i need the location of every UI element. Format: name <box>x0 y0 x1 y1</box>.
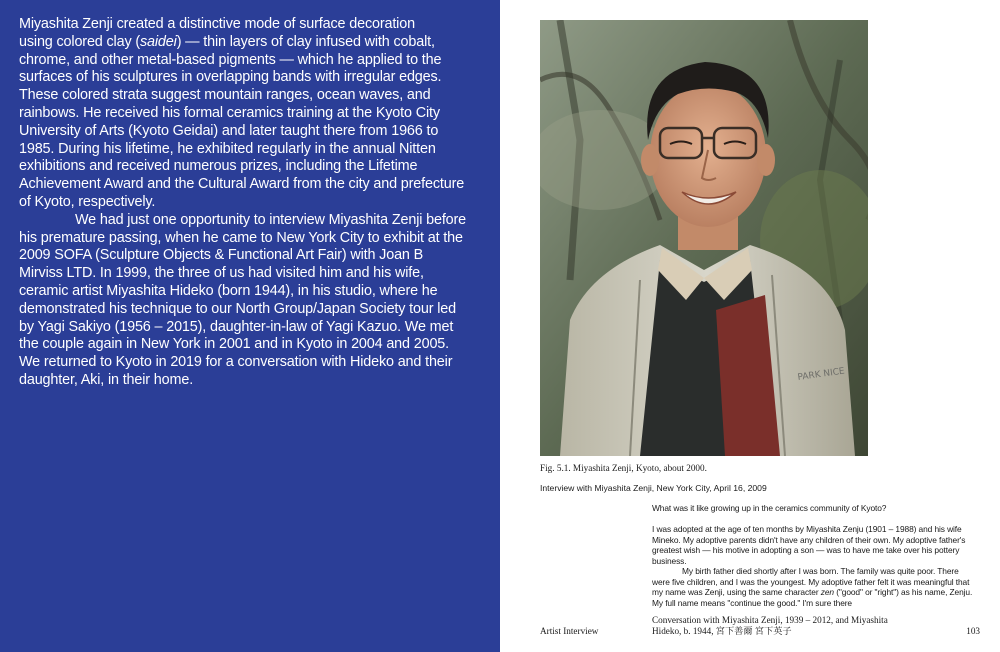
interview-heading: Interview with Miyashita Zenji, New York City, April 16, 2009 <box>540 483 767 493</box>
running-footer-title <box>652 615 952 637</box>
running-footer-section: Artist Interview <box>540 626 599 636</box>
paragraph-1-rest: chrome, and other metal-based pigments — which he applied to the surfaces of his sculptures in overlapping bands with irregular edges. These colored strata suggest mountain ranges, ocean waves, and rainbows. He received his formal ceramics training at the Kyoto City University of Arts (Kyoto Geidai) and later taught there from 1966 to 1985. During his lifetime, he exhibited regularly in the annual Nitten exhibitions and received numerous prizes, including the Lifetime Achievement Award and the Cultural Award from the city and prefecture of Kyoto, respectively. <box>19 51 465 210</box>
footer-title-line-2: Hideko, b. 1944, 宮下善爾 宮下英子 <box>652 626 792 636</box>
zen-term: zen <box>820 587 834 597</box>
right-page <box>500 0 1000 652</box>
interview-answer-1: I was adopted at the age of ten months by Miyashita Zenju (1901 – 1988) and his wife Mineko. My adoptive parents didn't have any children of their own. My adoptive father's greatest wish — his motive in adopting a son — was to have me take over his pottery business. <box>652 524 966 566</box>
interview-question: What was it like growing up in the ceramics community of Kyoto? <box>652 503 887 513</box>
jacket-print: PARK NICE <box>797 366 846 383</box>
body-text <box>19 16 469 390</box>
paragraph-2: We had just one opportunity to interview Miyashita Zenji before his premature passing, when he came to New York City to exhibit at the 2009 SOFA (Sculpture Objects & Functional Art Fair) with Joan B Mirviss LTD. In 1999, the three of us had visited him and his wife, ceramic artist Miyashita Hideko (born 1944), in his studio, where he demonstrated his technique to our North Group/Japan Society tour led by Yagi Sakiyo (1956 – 2015), daughter-in-law of Yagi Kazuo. We met the couple again in New York in 2001 and in Kyoto in 2004 and 2005. We returned to Kyoto in 2019 for a conversation with Hideko and their daughter, Aki, in their home. <box>19 211 467 388</box>
interview-answer-2 <box>652 566 978 608</box>
portrait-photo <box>540 20 868 456</box>
interview-qa <box>652 503 978 608</box>
paragraph-1 <box>19 16 469 212</box>
answer-2-end: ("good" or "right") as his name, Zenju. My full name means "continue the good." I'm sure there <box>652 587 973 608</box>
portrait-illustration <box>540 20 868 456</box>
saidei-term: saidei <box>139 33 177 50</box>
answer-2-start: My birth father died shortly after I was born. The family was quite poor. There were five children, and I was the youngest. My adoptive father felt it was meaningful that my name was Zenji, using the same character <box>652 566 970 597</box>
page-number: 103 <box>966 626 980 636</box>
figure-caption: Fig. 5.1. Miyashita Zenji, Kyoto, about 2000. <box>540 463 707 473</box>
paragraph-1-line-2-start: using colored clay ( <box>19 33 140 50</box>
paragraph-1-line-1: Miyashita Zenji created a distinctive mode of surface decoration <box>19 16 415 32</box>
footer-title-line-1: Conversation with Miyashita Zenji, 1939 – 2012, and Miyashita <box>652 615 888 625</box>
paragraph-1-line-2-end: ) — thin layers of clay infused with cobalt, <box>176 33 435 50</box>
